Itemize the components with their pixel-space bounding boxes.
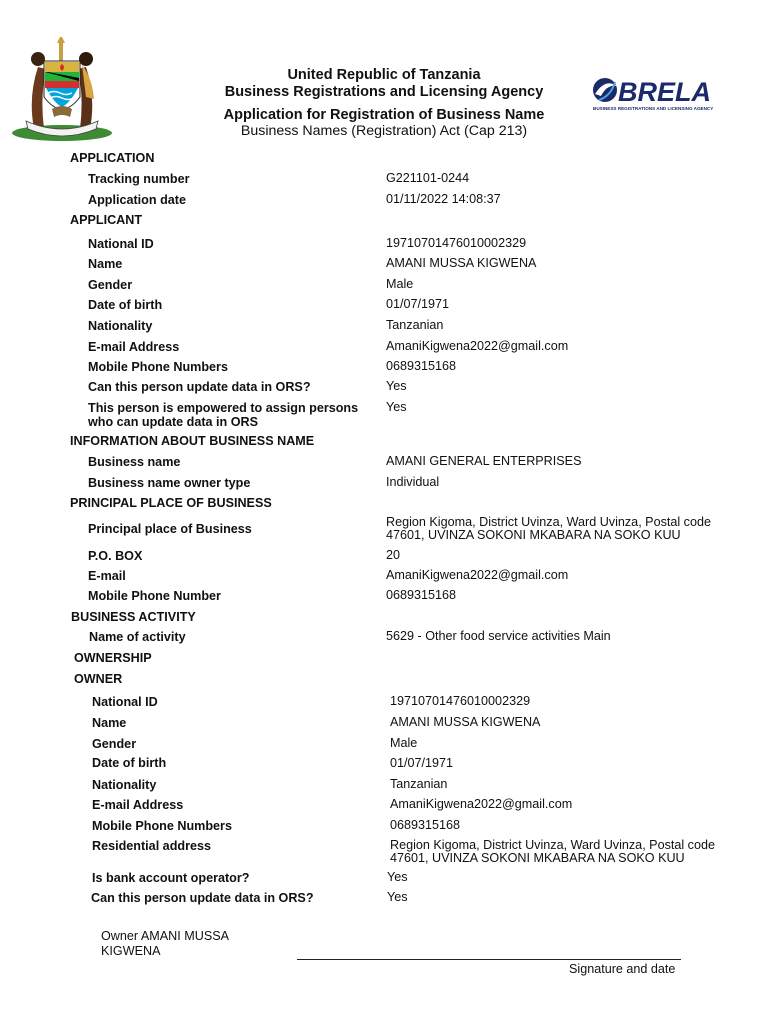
field-label: Name xyxy=(92,716,127,730)
field-label: Can this person update data in ORS? xyxy=(91,891,314,905)
field-value: Individual xyxy=(386,475,440,489)
field-label: E-mail Address xyxy=(92,798,184,812)
field-value: 01/07/1971 xyxy=(386,297,450,311)
page-subtitle: Business Names (Registration) Act (Cap 213) xyxy=(240,123,528,139)
field-value: Yes xyxy=(387,890,408,904)
field-label: Date of birth xyxy=(88,298,163,312)
field-label: Application date xyxy=(88,193,186,207)
field-value: Male xyxy=(386,277,414,291)
field-label: P.O. BOX xyxy=(88,549,143,563)
field-value: Yes xyxy=(387,870,408,884)
field-value: 0689315168 xyxy=(390,818,461,832)
field-label: Tracking number xyxy=(88,172,190,186)
field-value: AMANI GENERAL ENTERPRISES xyxy=(386,454,582,468)
field-label: Can this person update data in ORS? xyxy=(88,380,311,394)
field-label: Name of activity xyxy=(89,630,186,644)
field-value: Male xyxy=(390,736,418,750)
signature-line xyxy=(297,959,681,960)
field-label: Mobile Phone Number xyxy=(88,589,221,603)
field-value: Region Kigoma, District Uvinza, Ward Uvinza, Postal code 47601, UVINZA SOKONI MKABARA NA SOKO KUU xyxy=(386,515,711,542)
field-label: Residential address xyxy=(92,839,211,853)
section-heading-owner: OWNER xyxy=(74,672,123,686)
field-label: Mobile Phone Numbers xyxy=(88,360,228,374)
section-heading-application: APPLICATION xyxy=(70,151,155,165)
field-label: Nationality xyxy=(88,319,153,333)
field-label: Gender xyxy=(88,278,133,292)
field-value: Yes xyxy=(386,400,407,414)
owner-signature-name: Owner AMANI MUSSA KIGWENA xyxy=(101,929,229,958)
field-value: 0689315168 xyxy=(386,588,457,602)
field-label: Gender xyxy=(92,737,137,751)
field-value: 20 xyxy=(386,548,401,562)
signature-caption: Signature and date xyxy=(569,962,676,976)
field-value: AmaniKigwena2022@gmail.com xyxy=(386,568,569,582)
field-label: Principal place of Business xyxy=(88,522,252,536)
field-value: Tanzanian xyxy=(390,777,448,791)
section-heading-business-activity: BUSINESS ACTIVITY xyxy=(71,610,196,624)
field-value: AMANI MUSSA KIGWENA xyxy=(386,256,537,270)
field-label: Date of birth xyxy=(92,756,167,770)
section-heading-applicant: APPLICANT xyxy=(70,213,143,227)
field-label: Name xyxy=(88,257,123,271)
field-label: Nationality xyxy=(92,778,157,792)
header-agency: Business Registrations and Licensing Agency xyxy=(224,84,544,100)
section-heading-ownership: OWNERSHIP xyxy=(74,651,152,665)
section-heading-principal-place: PRINCIPAL PLACE OF BUSINESS xyxy=(70,496,272,510)
brela-tagline: BUSINESS REGISTRATIONS AND LICENSING AGENCY xyxy=(593,106,714,111)
field-label: Business name xyxy=(88,455,181,469)
field-label: Mobile Phone Numbers xyxy=(92,819,232,833)
field-value: 01/07/1971 xyxy=(390,756,454,770)
field-value: 19710701476010002329 xyxy=(390,694,531,708)
page-title: Application for Registration of Business Name xyxy=(223,107,545,123)
field-value: 0689315168 xyxy=(386,359,457,373)
field-value: 19710701476010002329 xyxy=(386,236,527,250)
field-label: E-mail Address xyxy=(88,340,180,354)
brela-wordmark: BRELA xyxy=(618,77,711,107)
field-value: AMANI MUSSA KIGWENA xyxy=(390,715,541,729)
field-value: AmaniKigwena2022@gmail.com xyxy=(386,339,569,353)
field-label: National ID xyxy=(88,237,154,251)
header-country: United Republic of Tanzania xyxy=(287,67,481,83)
field-label: E-mail xyxy=(88,569,126,583)
field-value: G221101-0244 xyxy=(386,171,470,185)
field-label: Is bank account operator? xyxy=(92,871,250,885)
field-label: Business name owner type xyxy=(88,476,251,490)
field-value: Yes xyxy=(386,379,407,393)
field-value: AmaniKigwena2022@gmail.com xyxy=(390,797,573,811)
field-value: 5629 - Other food service activities Main xyxy=(386,629,611,643)
field-label: This person is empowered to assign persons who can update data in ORS xyxy=(88,401,359,429)
field-value: Tanzanian xyxy=(386,318,444,332)
field-value: 01/11/2022 14:08:37 xyxy=(386,192,501,206)
field-label: National ID xyxy=(92,695,158,709)
section-heading-business-name: INFORMATION ABOUT BUSINESS NAME xyxy=(70,434,315,448)
field-value: Region Kigoma, District Uvinza, Ward Uvinza, Postal code 47601, UVINZA SOKONI MKABARA NA SOKO KUU xyxy=(390,838,715,865)
